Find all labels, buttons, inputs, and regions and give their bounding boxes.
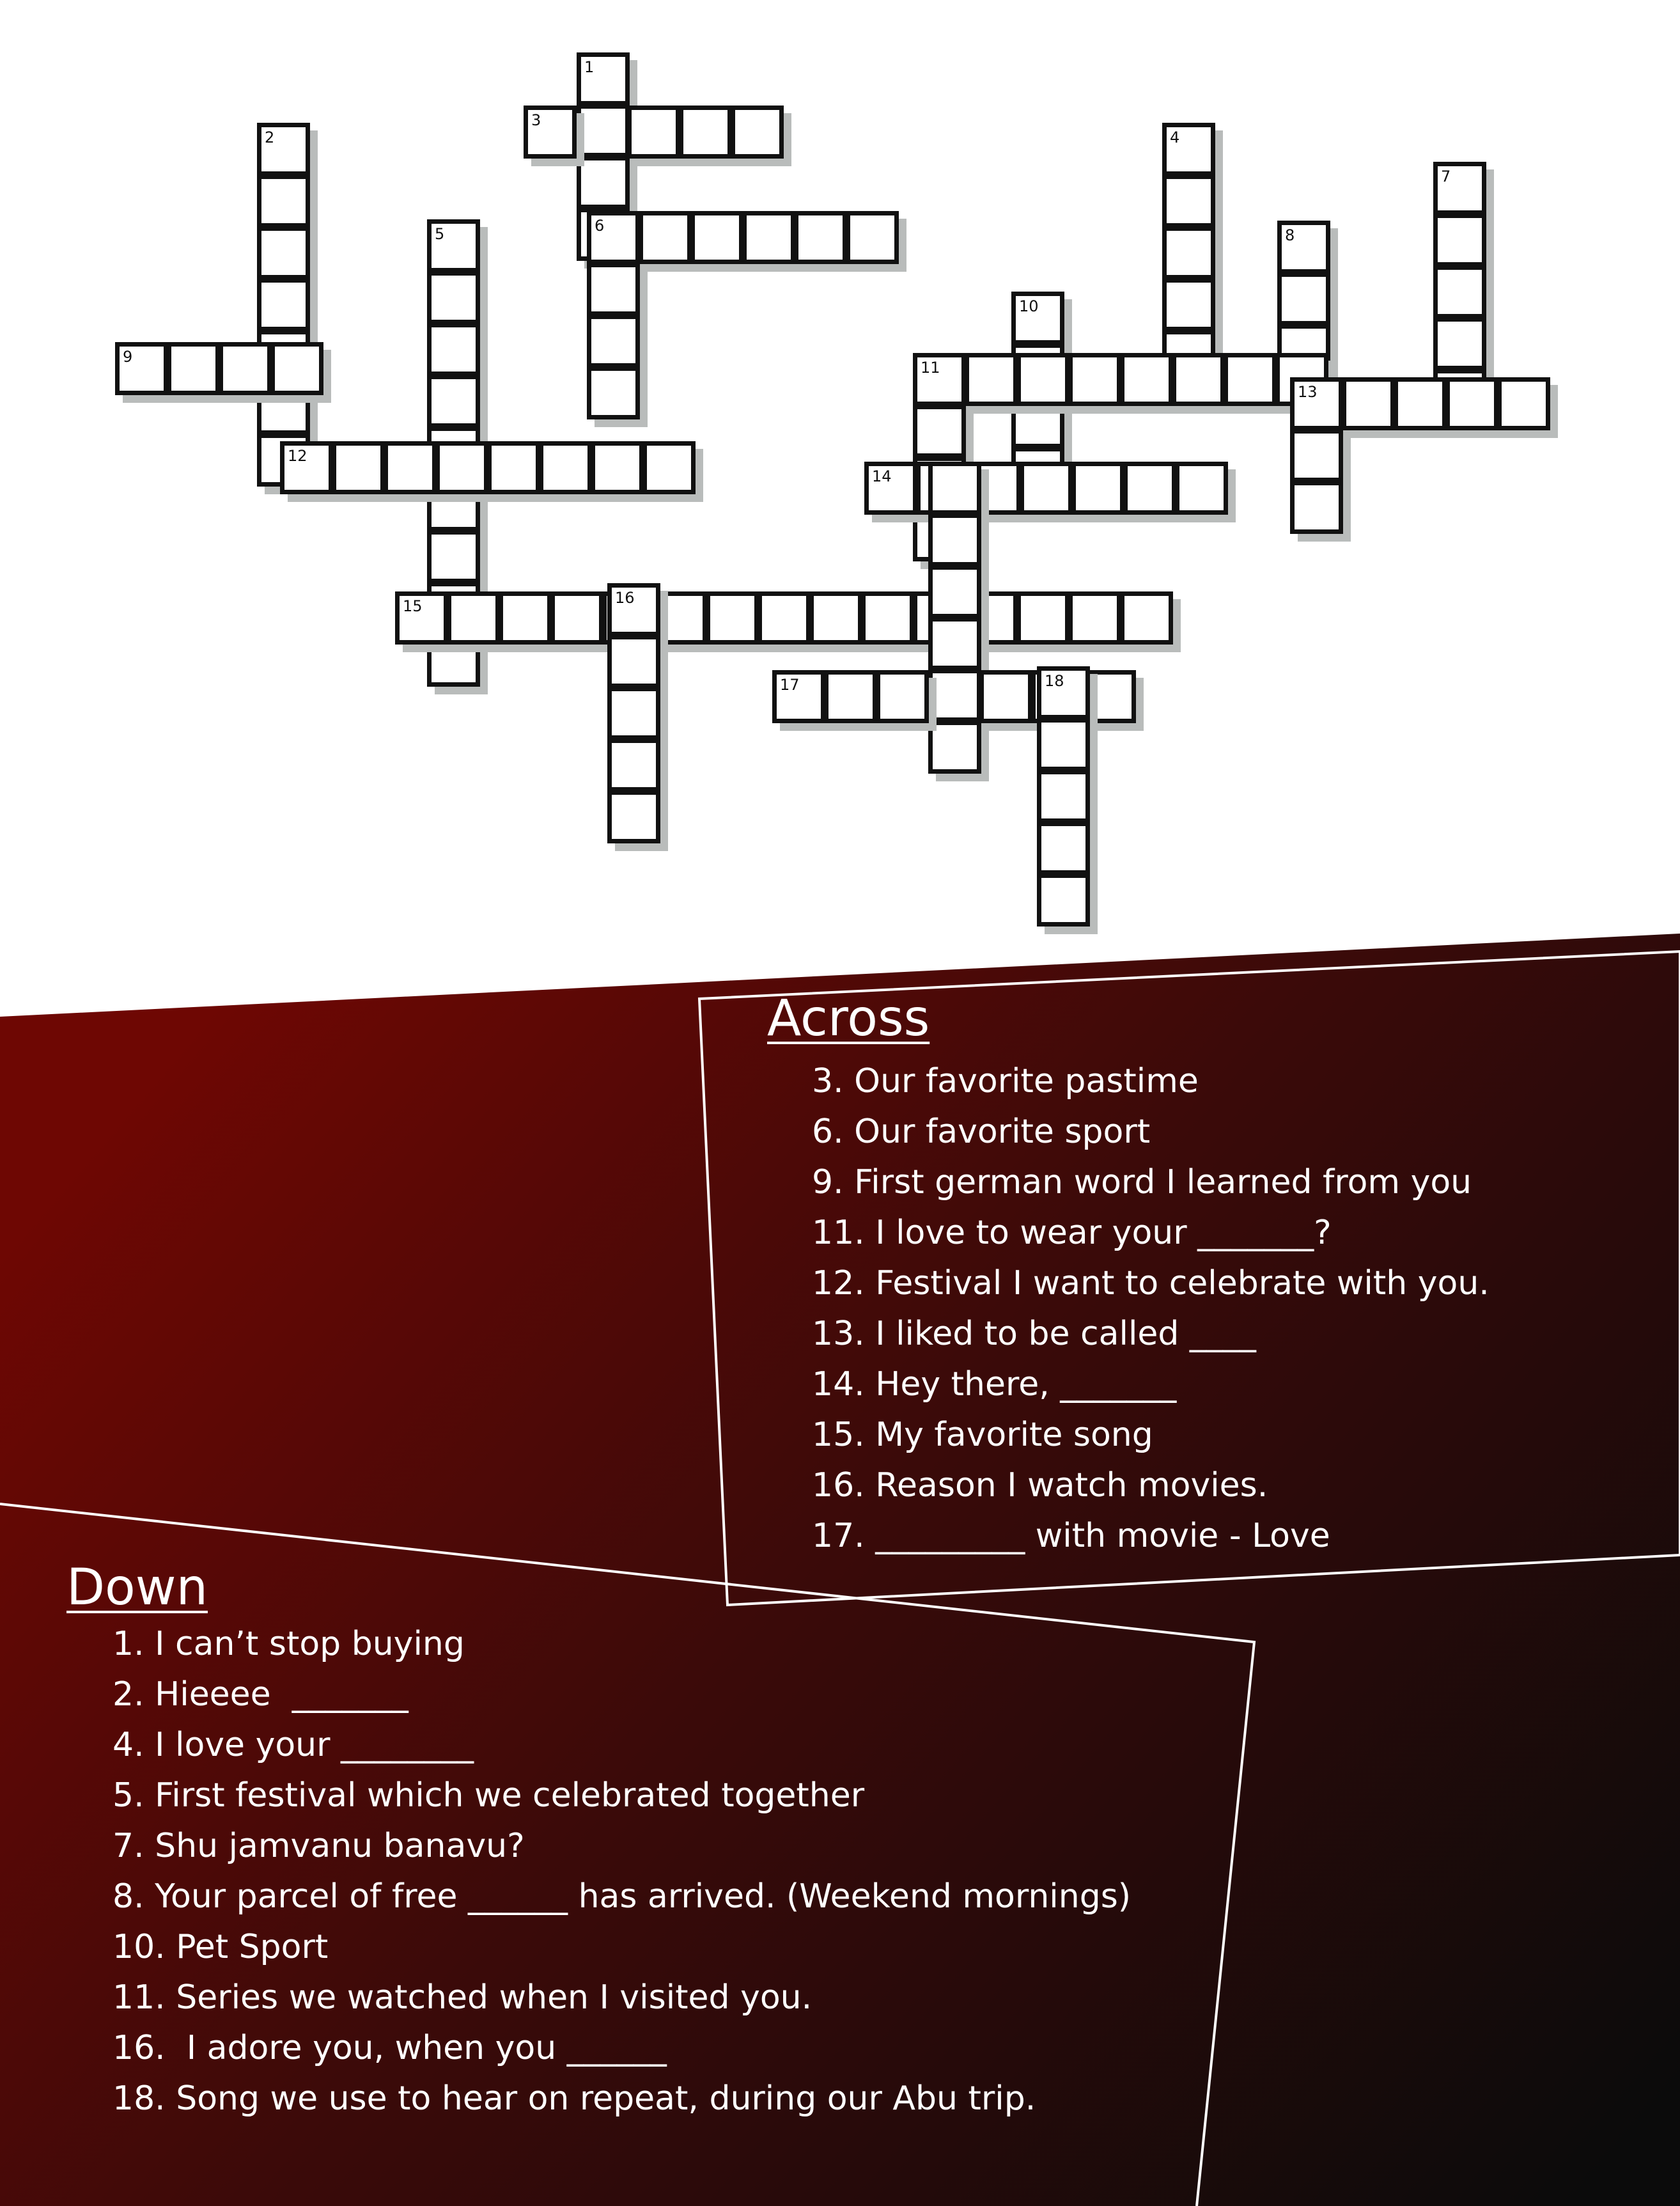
crossword-cell[interactable] <box>1120 353 1173 406</box>
crossword-cell[interactable] <box>1037 666 1090 719</box>
crossword-cell[interactable] <box>1037 822 1090 875</box>
crossword-cell[interactable] <box>270 342 323 395</box>
down-clue: 11. Series we watched when I visited you. <box>113 1978 813 2017</box>
crossword-cell[interactable] <box>427 530 480 583</box>
clue-number: 15 <box>403 597 423 615</box>
crossword-cell[interactable] <box>642 441 696 494</box>
down-clue: 1. I can’t stop buying <box>113 1625 465 1663</box>
across-clue: 12. Festival I want to celebrate with you. <box>812 1264 1489 1302</box>
crossword-cell[interactable] <box>1083 670 1136 723</box>
crossword-cell[interactable] <box>1433 162 1486 215</box>
crossword-cell[interactable] <box>427 375 480 428</box>
clue-number: 9 <box>123 348 133 366</box>
crossword-cell[interactable] <box>607 635 660 688</box>
crossword-cell[interactable] <box>965 353 1018 406</box>
crossword-cell[interactable] <box>1175 462 1228 515</box>
crossword-cell[interactable] <box>257 278 310 331</box>
crossword-cell[interactable] <box>607 583 660 636</box>
down-clue: 5. First festival which we celebrated together <box>113 1776 865 1815</box>
crossword-cell[interactable] <box>928 513 981 567</box>
crossword-cell[interactable] <box>1342 377 1395 430</box>
crossword-cell[interactable] <box>1290 481 1343 534</box>
crossword-cell[interactable] <box>1037 718 1090 771</box>
crossword-cell[interactable] <box>1497 377 1550 430</box>
across-clue: 14. Hey there, _______ <box>812 1365 1177 1404</box>
down-clue: 16. I adore you, when you ______ <box>113 2029 667 2067</box>
crossword-cell[interactable] <box>1016 353 1069 406</box>
across-clue: 6. Our favorite sport <box>812 1113 1151 1151</box>
crossword-cell[interactable] <box>332 441 385 494</box>
crossword-cell[interactable] <box>1290 429 1343 482</box>
crossword-cell[interactable] <box>928 565 981 618</box>
crossword-cell[interactable] <box>427 323 480 376</box>
clue-number: 1 <box>584 58 595 76</box>
clue-number: 10 <box>1019 297 1039 315</box>
crossword-cell[interactable] <box>928 669 981 722</box>
crossword-cell[interactable] <box>1290 377 1343 430</box>
across-clue-list <box>812 1056 1489 1561</box>
crossword-cell[interactable] <box>1445 377 1498 430</box>
crossword-cell[interactable] <box>447 591 500 645</box>
crossword-cell[interactable] <box>1011 292 1064 345</box>
crossword-grid <box>0 0 1680 959</box>
clue-number: 3 <box>531 111 541 129</box>
crossword-cell[interactable] <box>1037 873 1090 927</box>
crossword-cell[interactable] <box>913 353 966 406</box>
clue-number: 16 <box>615 589 635 607</box>
crossword-cell[interactable] <box>1433 214 1486 267</box>
crossword-cell[interactable] <box>679 106 732 159</box>
crossword-cell[interactable] <box>427 271 480 324</box>
crossword-cell[interactable] <box>928 721 981 774</box>
down-clue: 2. Hieeee _______ <box>113 1675 408 1714</box>
crossword-cell[interactable] <box>690 211 743 264</box>
crossword-cell[interactable] <box>1123 462 1176 515</box>
crossword-cell[interactable] <box>384 441 437 494</box>
clue-number: 4 <box>1170 129 1180 146</box>
crossword-cell[interactable] <box>524 106 577 159</box>
crossword-cell[interactable] <box>1277 272 1330 325</box>
clue-number: 11 <box>921 359 940 377</box>
clue-number: 5 <box>435 225 445 243</box>
clue-number: 7 <box>1441 168 1451 185</box>
crossword-cell[interactable] <box>499 591 552 645</box>
crossword-cell[interactable] <box>587 366 640 419</box>
crossword-cell[interactable] <box>758 591 811 645</box>
crossword-cell[interactable] <box>1172 353 1225 406</box>
across-clue: 9. First german word I learned from you <box>812 1163 1472 1201</box>
crossword-cell[interactable] <box>742 211 795 264</box>
across-clue: 15. My favorite song <box>812 1416 1153 1454</box>
clue-number: 18 <box>1045 672 1064 690</box>
crossword-cell[interactable] <box>539 441 592 494</box>
crossword-cell[interactable] <box>1016 591 1069 645</box>
crossword-cell[interactable] <box>928 462 981 515</box>
crossword-cell[interactable] <box>913 405 966 458</box>
crossword-cell[interactable] <box>1162 175 1215 228</box>
crossword-cell[interactable] <box>1433 317 1486 370</box>
across-heading: Across <box>767 990 930 1047</box>
crossword-cell[interactable] <box>1020 462 1073 515</box>
down-clue: 10. Pet Sport <box>113 1928 329 1966</box>
down-clue: 7. Shu jamvanu banavu? <box>113 1827 525 1865</box>
down-clue: 4. I love your ________ <box>113 1726 474 1764</box>
down-clue: 18. Song we use to hear on repeat, during our Abu trip. <box>113 2079 1036 2118</box>
crossword-cell[interactable] <box>395 591 448 645</box>
crossword-cell[interactable] <box>587 315 640 368</box>
across-clue: 16. Reason I watch movies. <box>812 1466 1268 1505</box>
crossword-cell[interactable] <box>706 591 759 645</box>
crossword-cell[interactable] <box>591 441 644 494</box>
clue-number: 2 <box>265 129 275 146</box>
crossword-cell[interactable] <box>1068 591 1121 645</box>
crossword-cell[interactable] <box>1433 265 1486 318</box>
clue-number: 6 <box>595 217 605 235</box>
down-clue-list <box>113 1619 1131 2124</box>
crossword-cell[interactable] <box>550 591 603 645</box>
crossword-cell[interactable] <box>809 591 862 645</box>
crossword-cell[interactable] <box>1162 278 1215 331</box>
crossword-cell[interactable] <box>1162 123 1215 176</box>
crossword-cell[interactable] <box>1068 353 1121 406</box>
crossword-cell[interactable] <box>167 342 220 395</box>
crossword-cell[interactable] <box>115 342 168 395</box>
crossword-cell[interactable] <box>435 441 488 494</box>
crossword-cell[interactable] <box>876 670 929 723</box>
crossword-cell[interactable] <box>1162 226 1215 279</box>
crossword-cell[interactable] <box>577 104 630 157</box>
crossword-cell[interactable] <box>257 123 310 176</box>
crossword-cell[interactable] <box>627 106 680 159</box>
crossword-cell[interactable] <box>861 591 914 645</box>
clue-number: 14 <box>872 467 892 485</box>
crossword-cell[interactable] <box>928 617 981 670</box>
crossword-cell[interactable] <box>607 790 660 843</box>
clue-number: 12 <box>288 447 307 465</box>
clue-number: 17 <box>780 676 800 694</box>
crossword-cell[interactable] <box>1224 353 1277 406</box>
down-clue: 8. Your parcel of free ______ has arrived. (Weekend mornings) <box>113 1877 1132 1916</box>
crossword-cell[interactable] <box>654 591 707 645</box>
crossword-cell[interactable] <box>1394 377 1447 430</box>
crossword-cell[interactable] <box>1120 591 1173 645</box>
across-clue: 3. Our favorite pastime <box>812 1062 1199 1100</box>
across-clue: 11. I love to wear your _______? <box>812 1214 1332 1252</box>
crossword-cell[interactable] <box>731 106 784 159</box>
crossword-cell[interactable] <box>587 211 640 264</box>
crossword-cell[interactable] <box>772 670 825 723</box>
clue-number: 13 <box>1298 383 1318 401</box>
crossword-cell[interactable] <box>257 175 310 228</box>
crossword-cell[interactable] <box>219 342 272 395</box>
crossword-cell[interactable] <box>639 211 692 264</box>
crossword-cell[interactable] <box>607 687 660 740</box>
crossword-cell[interactable] <box>427 219 480 272</box>
crossword-cell[interactable] <box>1037 770 1090 823</box>
crossword-cell[interactable] <box>846 211 899 264</box>
crossword-cell[interactable] <box>257 226 310 279</box>
crossword-cell[interactable] <box>587 263 640 316</box>
across-clue: 17. _________ with movie - Love <box>812 1517 1330 1555</box>
down-heading: Down <box>66 1559 208 1616</box>
crossword-cell[interactable] <box>824 670 877 723</box>
crossword-cell[interactable] <box>794 211 847 264</box>
crossword-cell[interactable] <box>607 739 660 792</box>
crossword-cell[interactable] <box>1071 462 1124 515</box>
crossword-cell[interactable] <box>280 441 333 494</box>
clue-number: 8 <box>1285 226 1295 244</box>
crossword-cell[interactable] <box>487 441 540 494</box>
crossword-cell[interactable] <box>577 52 630 106</box>
crossword-cell[interactable] <box>577 156 630 209</box>
crossword-cell[interactable] <box>979 670 1032 723</box>
crossword-cell[interactable] <box>864 462 917 515</box>
crossword-cell[interactable] <box>1277 221 1330 274</box>
across-clue: 13. I liked to be called ____ <box>812 1315 1256 1353</box>
